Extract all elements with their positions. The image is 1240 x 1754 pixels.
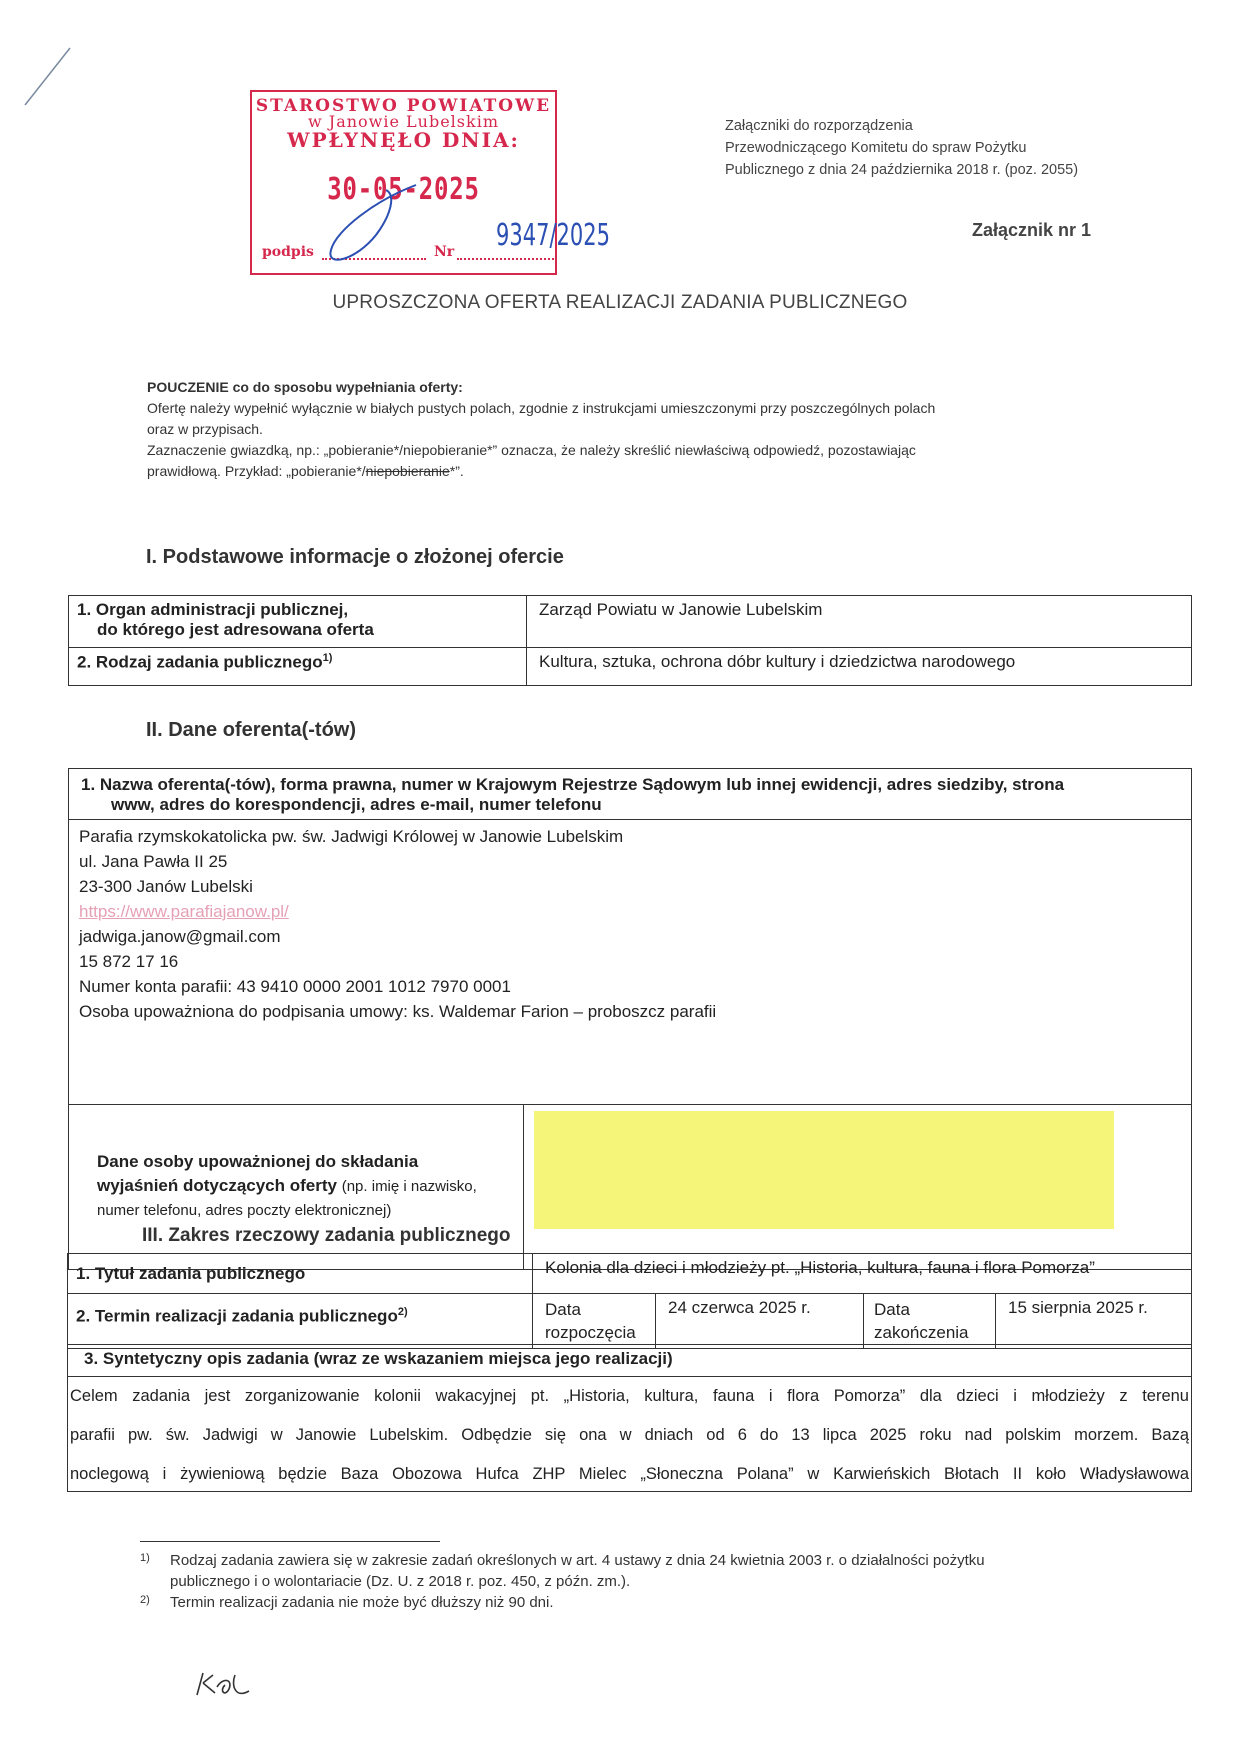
offerer-header: 1. Nazwa oferenta(-tów), forma prawna, numer w Krajowym Rejestrze Sądowym lub innej ewidencji, adres siedziby, strona www, adres do korespondencji, adres e-mail, numer telefonu: [69, 769, 1192, 820]
regulation-line: Publicznego z dnia 24 października 2018 r. (poz. 2055): [725, 162, 1079, 178]
offerer-email: jadwiga.janow@gmail.com: [79, 927, 281, 946]
scan-pen-mark: [20, 45, 75, 110]
stamp-signature-label: podpis: [262, 244, 314, 260]
stamp-handwritten-number: 9347/2025: [496, 218, 610, 253]
end-date-value[interactable]: 15 sierpnia 2025 r.: [996, 1294, 1192, 1349]
stamp-location: w Janowie Lubelskim: [308, 112, 499, 131]
description-line: parafii pw. św. Jadwigi w Janowie Lubelskim. Odbędzie się ona w dniach od 6 do 13 lipca 2025 roku nad polskim morzem. Bazą: [70, 1426, 1189, 1444]
section-3-title: III. Zakres rzeczowy zadania publicznego: [142, 1225, 511, 1246]
instructions-line: Ofertę należy wypełnić wyłącznie w białych pustych polach, zgodnie z instrukcjami umieszczonymi przy poszczególnych polach: [147, 400, 936, 416]
contact-person-value[interactable]: [524, 1105, 1192, 1270]
footnote-1: 1) Rodzaj zadania zawiera się w zakresie zadań określonych w art. 4 ustawy z dnia 24 kwietnia 2003 r. o działalności pożytku publicznego i o wolontariacie (Dz. U. z 2018 r. poz. 450, z późn. zm.).: [140, 1552, 985, 1590]
regulation-line: Przewodniczącego Komitetu do spraw Pożytku: [725, 140, 1027, 156]
description-line: Celem zadania jest zorganizowanie kolonii wakacyjnej pt. „Historia, kultura, fauna i flora Pomorza” dla dzieci i młodzieży z terenu: [70, 1387, 1189, 1405]
task-description-box: [67, 1344, 1192, 1492]
basic-info-table: [68, 595, 1192, 686]
offerer-phone: 15 872 17 16: [79, 952, 179, 971]
strikethrough-example: niepobieranie: [365, 463, 450, 479]
redacted-highlight: [534, 1111, 1114, 1229]
footnote-divider: [140, 1541, 440, 1542]
task-description-header: 3. Syntetyczny opis zadania (wraz ze wskazaniem miejsca jego realizacji): [68, 1345, 1191, 1377]
admin-body-value[interactable]: Zarząd Powiatu w Janowie Lubelskim: [527, 596, 1192, 648]
offerer-signatory: Osoba upoważniona do podpisania umowy: ks. Waldemar Farion – proboszcz parafii: [79, 1002, 717, 1021]
section-2-title: II. Dane oferenta(-tów): [146, 719, 357, 741]
task-title-label: 1. Tytuł zadania publicznego: [68, 1254, 533, 1294]
footnotes: [140, 1550, 1140, 1613]
offerer-account: Numer konta parafii: 43 9410 0000 2001 1012 7970 0001: [79, 977, 511, 996]
instructions-example: prawidłową. Przykład: „pobieranie*/niepobieranie*”.: [147, 463, 464, 479]
task-type-label: 2. Rodzaj zadania publicznego$^{1)}$: [69, 648, 527, 686]
start-date-value[interactable]: 24 czerwca 2025 r.: [656, 1294, 864, 1349]
contact-person-label: Dane osoby upoważnionej do składania wyjaśnień dotyczących oferty (np. imię i nazwisko, numer telefonu, adres poczty elektronicznej): [69, 1105, 524, 1270]
document-title: UPROSZCZONA OFERTA REALIZACJI ZADANIA PUBLICZNEGO: [332, 292, 908, 313]
offerer-website-link[interactable]: https://www.parafiajanow.pl/: [79, 902, 289, 921]
task-scope-table: [67, 1253, 1192, 1349]
offerer-table: [68, 768, 1192, 1270]
regulation-reference: [725, 115, 1078, 181]
stamp-number-label: Nr: [434, 244, 455, 260]
handwritten-initials: [193, 1665, 253, 1705]
start-date-label: Data rozpoczęcia: [533, 1294, 656, 1349]
handwritten-signature: [316, 180, 436, 270]
instructions-line: oraz w przypisach.: [147, 421, 263, 437]
offerer-info[interactable]: [69, 820, 1192, 1105]
description-line: noclegową i żywieniową będzie Baza Obozowa Hufca ZHP Mielec „Słoneczna Polana” w Karwieńskich Błotach II koło Władysławowa: [70, 1465, 1189, 1483]
task-term-label: 2. Termin realizacji zadania publicznego$^{2)}$: [68, 1294, 533, 1349]
stamp-number-line: [457, 258, 557, 260]
task-type-value[interactable]: Kultura, sztuka, ochrona dóbr kultury i dziedzictwa narodowego: [527, 648, 1192, 686]
annex-label: Załącznik nr 1: [972, 220, 1092, 240]
task-title-value[interactable]: Kolonia dla dzieci i młodzieży pt. „Historia, kultura, fauna i flora Pomorza”: [533, 1254, 1192, 1294]
admin-body-label: 1. Organ administracji publicznej, do którego jest adresowana oferta: [69, 596, 527, 648]
instructions-line: Zaznaczenie gwiazdką, np.: „pobieranie*/niepobieranie*” oznacza, że należy skreślić niewłaściwą odpowiedź, pozostawiając: [147, 442, 916, 458]
end-date-label: Data zakończenia: [864, 1294, 996, 1349]
stamp-date: 30-05-2025: [327, 172, 480, 207]
regulation-line: Załączniki do rozporządzenia: [725, 118, 913, 134]
stamp-office: STAROSTWO POWIATOWE: [255, 96, 552, 116]
stamp-received: WPŁYNĘŁO DNIA:: [287, 128, 520, 152]
offerer-name: Parafia rzymskokatolicka pw. św. Jadwigi Królowej w Janowie Lubelskim: [79, 827, 624, 846]
task-description-text[interactable]: [68, 1377, 1191, 1494]
instructions: [147, 377, 1077, 482]
offerer-city: 23-300 Janów Lubelski: [79, 877, 253, 896]
section-1-title: I. Podstawowe informacje o złożonej ofercie: [146, 546, 564, 568]
instructions-heading: POUCZENIE co do sposobu wypełniania oferty:: [147, 379, 463, 395]
footnote-2: 2) Termin realizacji zadania nie może być dłuższy niż 90 dni.: [140, 1594, 554, 1611]
offerer-street: ul. Jana Pawła II 25: [79, 852, 228, 871]
